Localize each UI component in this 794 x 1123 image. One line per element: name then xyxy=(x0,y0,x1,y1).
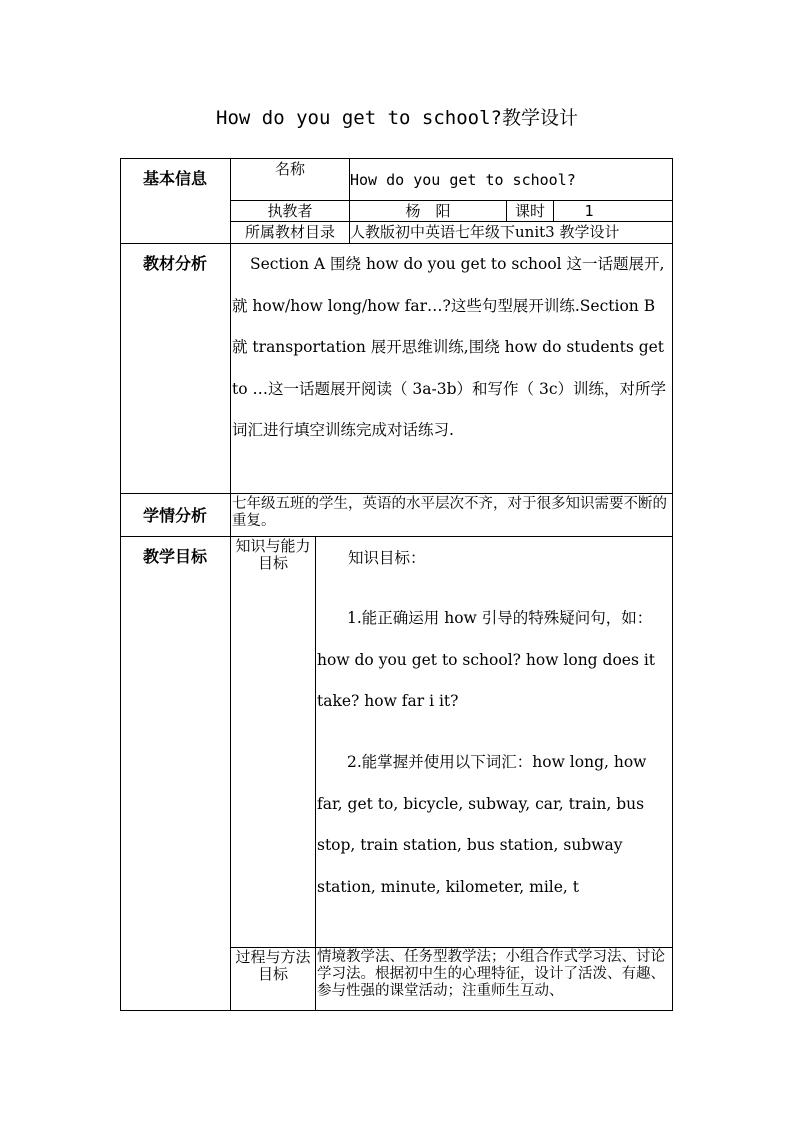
title-chinese: 教学设计 xyxy=(501,107,578,129)
teaching-goals-label: 教学目标 xyxy=(142,547,207,566)
lesson-value: 1 xyxy=(584,202,594,220)
name-value: How do you get to school? xyxy=(350,171,576,189)
catalog-label: 所属教材目录 xyxy=(244,223,335,241)
student-analysis-label: 学情分析 xyxy=(142,506,207,525)
teacher-label: 执教者 xyxy=(267,202,313,220)
goal-column-divider xyxy=(315,536,316,1011)
lesson-plan-table xyxy=(120,158,673,1010)
process-method-label: 过程与方法目标 xyxy=(235,948,311,983)
basic-line-1 xyxy=(230,200,673,201)
basic-line-2 xyxy=(230,221,673,222)
teacher-value: 杨 阳 xyxy=(405,202,451,220)
process-method-text: 情境教学法、任务型教学法；小组合作式学习法、讨论学习法。根据初中生的心理特征，设计了活泼、有趣、参与性强的课堂活动；注重师生互动、 xyxy=(317,949,665,999)
knowledge-item-2: 2.能掌握并使用以下词汇：how long, how far, get to, bicycle, subway, car, train, bus stop, train station, bus station, subway station, minute, kilometer, mile, t xyxy=(317,753,647,896)
knowledge-ability-label: 知识与能力目标 xyxy=(235,537,311,572)
title-english: How do you get to school? xyxy=(216,107,502,129)
row-divider-student xyxy=(120,536,673,537)
knowledge-item-1: 1.能正确运用 how 引导的特殊疑问句，如：how do you get to school? how long does it take? how far i it? xyxy=(317,609,656,710)
catalog-value: 人教版初中英语七年级下unit3 教学设计 xyxy=(350,223,620,241)
material-analysis-label: 教材分析 xyxy=(142,254,207,273)
table-border-bottom xyxy=(120,1010,673,1011)
table-border-top xyxy=(120,158,673,159)
name-label: 名称 xyxy=(274,160,305,178)
row-divider-material xyxy=(120,493,673,494)
lesson-label: 课时 xyxy=(514,202,545,220)
label-column-divider xyxy=(230,158,231,1011)
student-analysis-text: 七年级五班的学生，英语的水平层次不齐，对于很多知识需要不断的重复。 xyxy=(232,496,667,529)
knowledge-heading: 知识目标： xyxy=(348,549,426,567)
document-title xyxy=(0,103,794,130)
material-analysis-text: Section A 围绕 how do you get to school 这一话题展开,就 how/how long/how far…?这些句型展开训练.Section B 就 transportation 展开思维训练,围绕 how do students get to …这一话题展开阅读（ 3a-3b）和写作（ 3c）训练，对所学词汇进行填空训练完成对话练习. xyxy=(232,255,667,439)
table-border-left xyxy=(120,158,121,1011)
basic-info-label: 基本信息 xyxy=(142,169,207,188)
